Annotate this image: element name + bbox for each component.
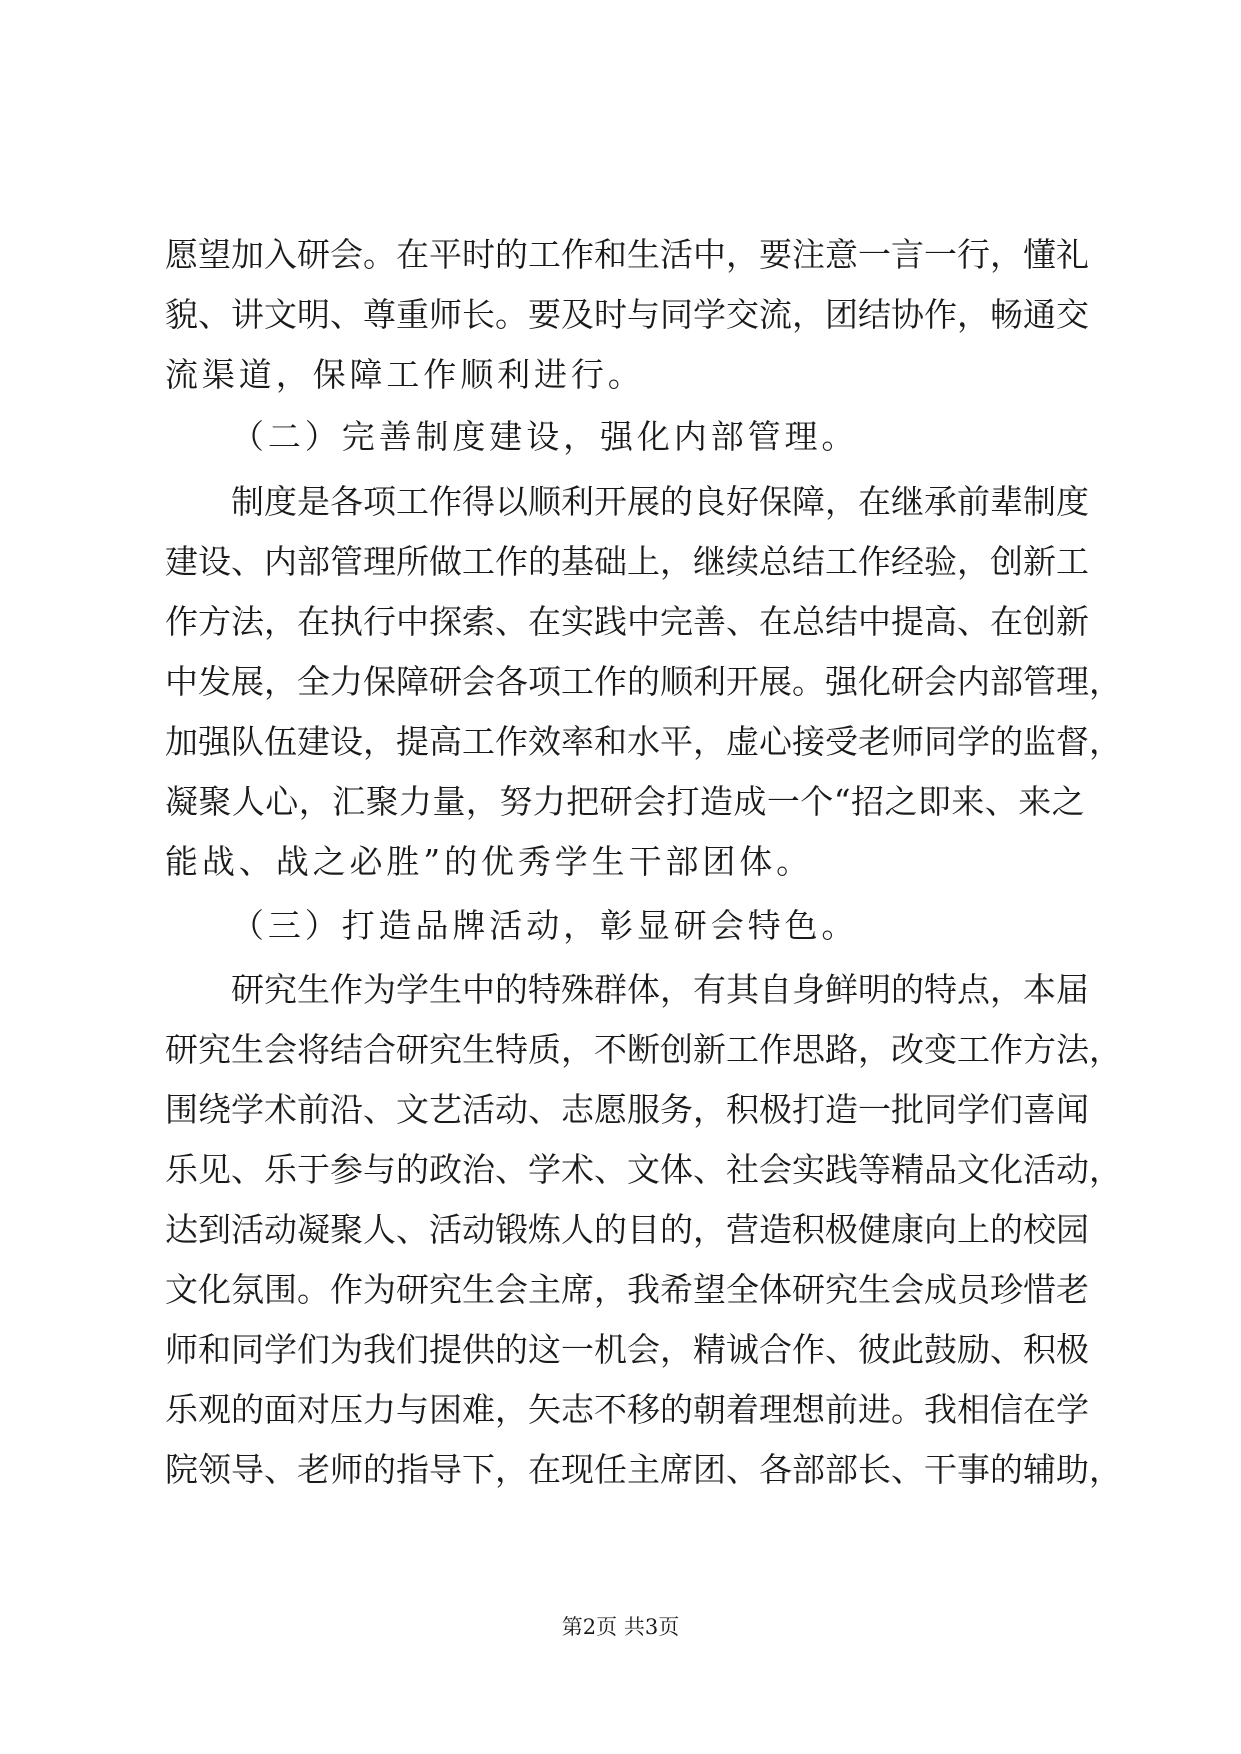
text-line: 作方法，在执行中探索、在实践中完善、在总结中提高、在创新 — [165, 602, 1089, 641]
text-line: 师和同学们为我们提供的这一机会，精诚合作、彼此鼓励、积极 — [165, 1330, 1089, 1369]
text-line: 愿望加入研会。在平时的工作和生活中，要注意一言一行，懂礼 — [165, 235, 1089, 274]
text-line: 貌、讲文明、尊重师长。要及时与同学交流，团结协作，畅通交 — [165, 295, 1089, 334]
text-line: 围绕学术前沿、文艺活动、志愿服务，积极打造一批同学们喜闻 — [165, 1090, 1089, 1129]
text-line: 研究生会将结合研究生特质，不断创新工作思路，改变工作方法， — [165, 1030, 1122, 1069]
text-line: 乐观的面对压力与困难，矢志不移的朝着理想前进。我相信在学 — [165, 1390, 1089, 1429]
paragraph-first-line: 研究生作为学生中的特殊群体，有其自身鲜明的特点，本届 — [231, 970, 1089, 1009]
text-line: 乐见、乐于参与的政治、学术、文体、社会实践等精品文化活动， — [165, 1150, 1122, 1189]
paragraph-first-line: 制度是各项工作得以顺利开展的良好保障，在继承前辈制度 — [231, 482, 1089, 521]
text-line: 凝聚人心，汇聚力量，努力把研会打造成一个“招之即来、来之 — [165, 782, 1086, 821]
text-line: 加强队伍建设，提高工作效率和水平，虚心接受老师同学的监督， — [165, 722, 1122, 761]
section-heading-2: （二）完善制度建设，强化内部管理。 — [231, 417, 859, 456]
text-line: 流渠道，保障工作顺利进行。 — [165, 355, 645, 394]
section-heading-3: （三）打造品牌活动，彰显研会特色。 — [231, 906, 859, 945]
text-line: 文化氛围。作为研究生会主席，我希望全体研究生会成员珍惜老 — [165, 1270, 1089, 1309]
text-line: 建设、内部管理所做工作的基础上，继续总结工作经验，创新工 — [165, 542, 1089, 581]
text-line: 中发展，全力保障研会各项工作的顺利开展。强化研会内部管理， — [165, 662, 1122, 701]
page-footer: 第2页 共3页 — [561, 1615, 680, 1639]
text-line: 能战、战之必胜”的优秀学生干部团体。 — [165, 842, 814, 881]
text-line: 院领导、老师的指导下，在现任主席团、各部部长、干事的辅助， — [165, 1450, 1122, 1489]
text-line: 达到活动凝聚人、活动锻炼人的目的，营造积极健康向上的校园 — [165, 1210, 1089, 1249]
